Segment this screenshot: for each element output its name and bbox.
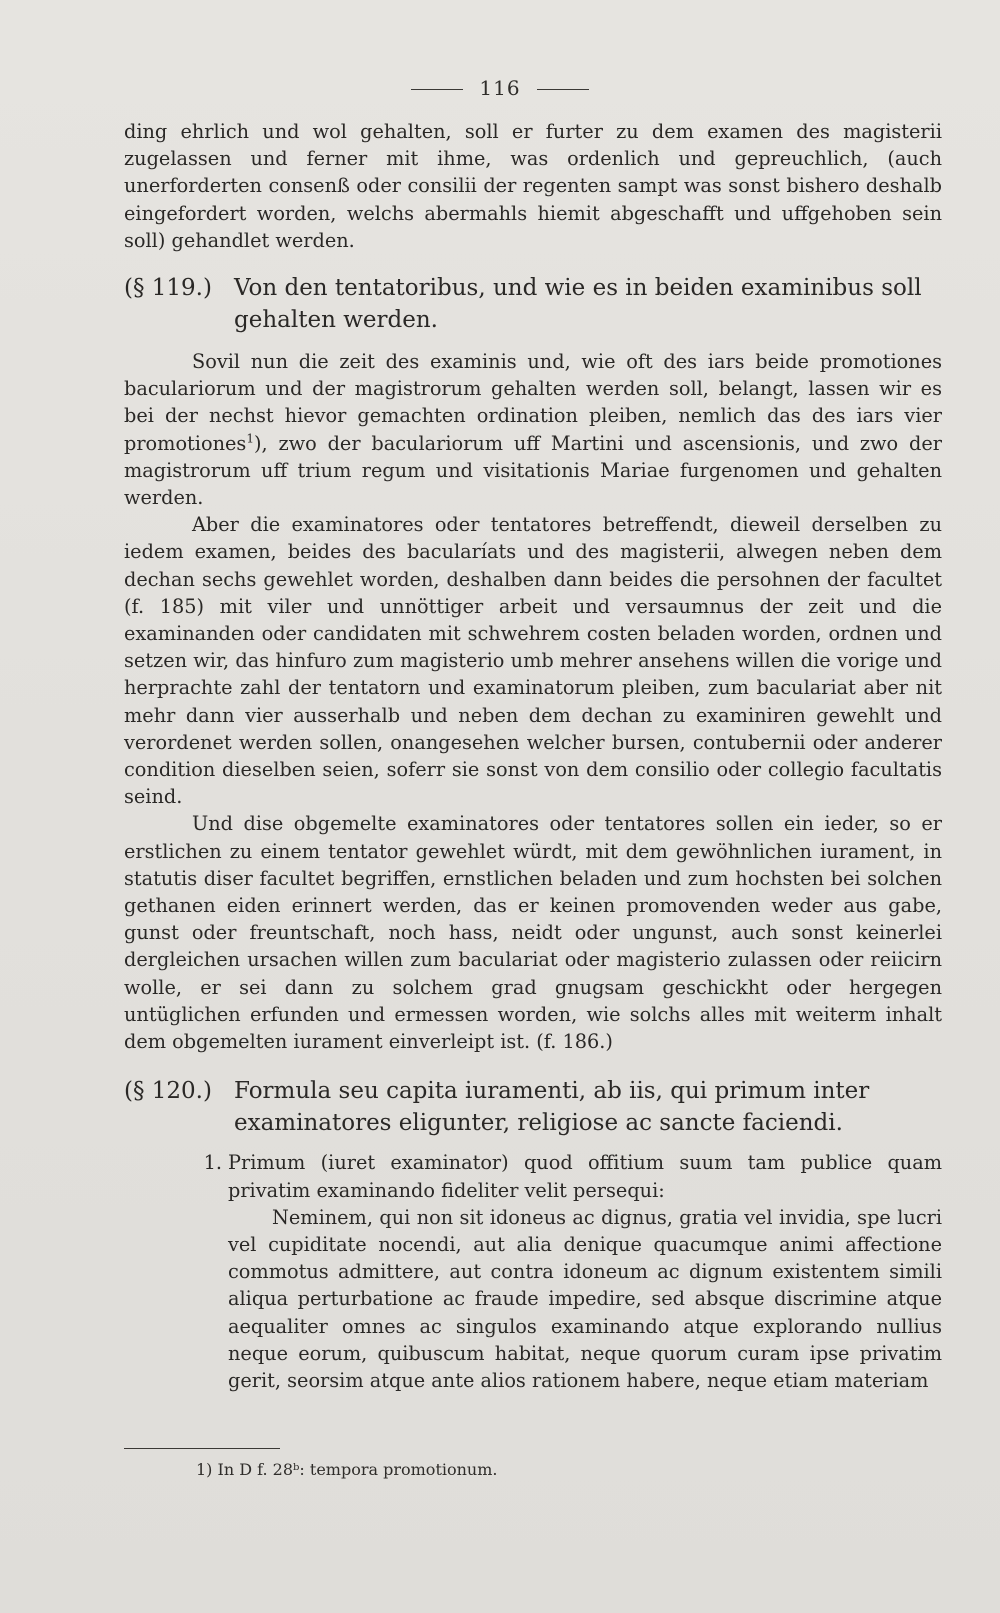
footnote-divider	[124, 1448, 280, 1449]
section-heading-120	[124, 1075, 942, 1139]
paragraph-promotiones	[124, 348, 942, 511]
paragraph-iurament: Und dise obgemelte examinatores oder tentatores sollen ein ieder, so er erstlichen zu einem tentator gewehlet würdt, mit dem gewöhnlichen iurament, in statutis diser facultet begriffen, ernstlichen beladen und zum hochsten bei solchen gethanen eiden erinnert werden, das er keinen promovenden weder aus gabe, gunst oder freuntschaft, noch hass, neidt oder ungunst, auch sonst keinerlei dergleichen ursachen willen zum baculariat oder magisterio zulassen oder reiicirn wolle, er sei dann zu solchem grad gnugsam geschickht oder hergegen untüglichen erfunden und ermessen worden, wie solchs alles mit weiterm inhalt dem obgemelten iurament einverleipt ist. (f. 186.)	[124, 812, 942, 1054]
section-number: (§ 120.)	[124, 1078, 212, 1105]
header-dash-left	[411, 89, 463, 90]
page-header	[0, 76, 1000, 100]
section-heading-119	[124, 272, 942, 336]
list-item	[124, 1149, 942, 1394]
list-item-number: 1.	[203, 1151, 222, 1175]
section-title: Formula seu capita iuramenti, ab iis, qui primum inter examinatores eligunter, religiose ac sancte faciendi.	[234, 1078, 870, 1137]
list-item-body	[228, 1149, 942, 1394]
page-number: 116	[479, 76, 521, 100]
header-dash-right	[537, 89, 589, 90]
paragraph-examinatores: Aber die examinatores oder tentatores betreffendt, dieweil derselben zu iedem examen, beides des bacularíats und des magisterii, alwegen neben dem dechan sechs gewehlet worden, deshalben dann beides die persohnen der facultet (f. 185) mit viler und unnöttiger arbeit und versaumnus der zeit und die examinanden oder candidaten mit schwehrem costen beladen worden, ordnen und setzen wir, das hinfuro zum magisterio umb mehrer ansehens willen die vorige und herprachte zahl der tentatorn und examinatorum pleiben, zum baculariat aber nit mehr dann vier ausserhalb und neben dem dechan zu examiniren gewehlt und verordenet werden sollen, onangesehen welcher bursen, contubernii oder anderer condition dieselben seien, soferr sie sonst von dem consilio oder collegio facultatis seind.	[124, 513, 942, 809]
footnote-marker: 1	[246, 431, 254, 446]
section-number: (§ 119.)	[124, 275, 212, 302]
paragraph-text: Sovil nun die zeit des examinis und, wie oft des iars beide promotiones baculariorum und der magistrorum gehalten werden soll, belangt, lassen wir es bei der nechst hievor gemachten ordination pleiben, nemlich das des iars vier promotiones	[124, 350, 942, 455]
paragraph-text: ), zwo der baculariorum uff Martini und ascensionis, und zwo der magistrorum uff trium regum und visitationis Mariae furgenomen und gehalten werden.	[124, 431, 942, 510]
paragraph-continuation: ding ehrlich und wol gehalten, soll er furter zu dem examen des magisterii zugelassen und ferner mit ihme, was ordenlich und gepreuchlich, (auch unerforderten consenß oder consilii der regenten sampt was sonst bishero deshalb eingefordert worden, welchs abermahls hiemit abgeschafft und uffgehoben sein soll) gehandlet werden.	[124, 120, 942, 252]
list-item-text-continued: Neminem, qui non sit idoneus ac dignus, gratia vel invidia, spe lucri vel cupiditate nocendi, aut alia denique quacumque animi affectione commotus admittere, aut contra idoneum ac dignum existentem simili aliqua perturbatione ac fraude impedire, sed absque discrimine atque aequaliter omnes ac singulos examinando atque explorando nullius neque eorum, quibuscum habitat, neque quorum curam ipse privatim gerit, seorsim atque ante alios rationem habere, neque etiam materiam	[228, 1205, 942, 1392]
section-title: Von den tentatoribus, und wie es in beiden examinibus soll gehalten werden.	[234, 275, 922, 334]
page-body	[124, 118, 942, 1394]
footnote: 1) In D f. 28ᵇ: tempora promotionum.	[196, 1460, 498, 1479]
list-item-text: Primum (iuret examinator) quod offitium suum tam publice quam privatim examinando fideliter velit persequi:	[228, 1151, 942, 1202]
